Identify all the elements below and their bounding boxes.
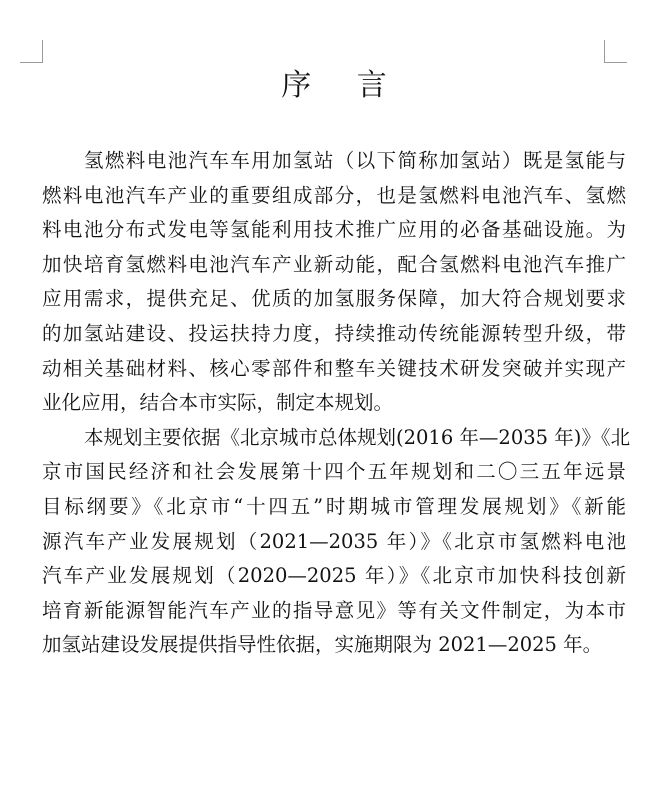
document-body xyxy=(42,144,631,663)
page-corner-mark-top-left xyxy=(20,40,43,63)
paragraph-line: 的加氢站建设、投运扶持力度，持续推动传统能源转型升级，带 xyxy=(42,321,626,345)
paragraph-line: 燃料电池汽车产业的重要组成部分，也是氢燃料电池汽车、氢燃 xyxy=(42,183,626,207)
paragraph-2 xyxy=(42,421,631,663)
paragraph-line: 培育新能源智能汽车产业的指导意见》等有关文件制定，为本市 xyxy=(42,598,626,622)
paragraph-line: 本规划主要依据《北京城市总体规划(2016 年—2035 年)》《北 xyxy=(84,425,631,449)
paragraph-line: 目标纲要》《北京市“十四五”时期城市管理发展规划》《新能 xyxy=(42,494,626,518)
paragraph-line: 业化应用，结合本市实际，制定本规划。 xyxy=(42,391,394,415)
paragraph-line: 氢燃料电池汽车车用加氢站（以下简称加氢站）既是氢能与 xyxy=(84,149,626,172)
paragraph-line: 加快培育氢燃料电池汽车产业新动能，配合氢燃料电池汽车推广 xyxy=(42,252,626,276)
paragraph-line: 加氢站建设发展提供指导性依据，实施期限为 2021—2025 年。 xyxy=(42,633,603,657)
paragraph-line: 料电池分布式发电等氢能利用技术推广应用的必备基础设施。为 xyxy=(42,218,626,242)
document-title: 序 言 xyxy=(281,68,405,103)
paragraph-line: 源汽车产业发展规划（2021—2035 年）》《北京市氢燃料电池 xyxy=(42,529,626,553)
paragraph-line: 汽车产业发展规划（2020—2025 年）》《北京市加快科技创新 xyxy=(42,564,626,588)
paragraph-1 xyxy=(42,144,626,421)
paragraph-line: 动相关基础材料、核心零部件和整车关键技术研发突破并实现产 xyxy=(42,356,626,380)
paragraph-line: 京市国民经济和社会发展第十四个五年规划和二〇三五年远景 xyxy=(42,460,626,484)
page-corner-mark-top-right xyxy=(604,40,627,63)
paragraph-line: 应用需求，提供充足、优质的加氢服务保障，加大符合规划要求 xyxy=(42,287,626,311)
